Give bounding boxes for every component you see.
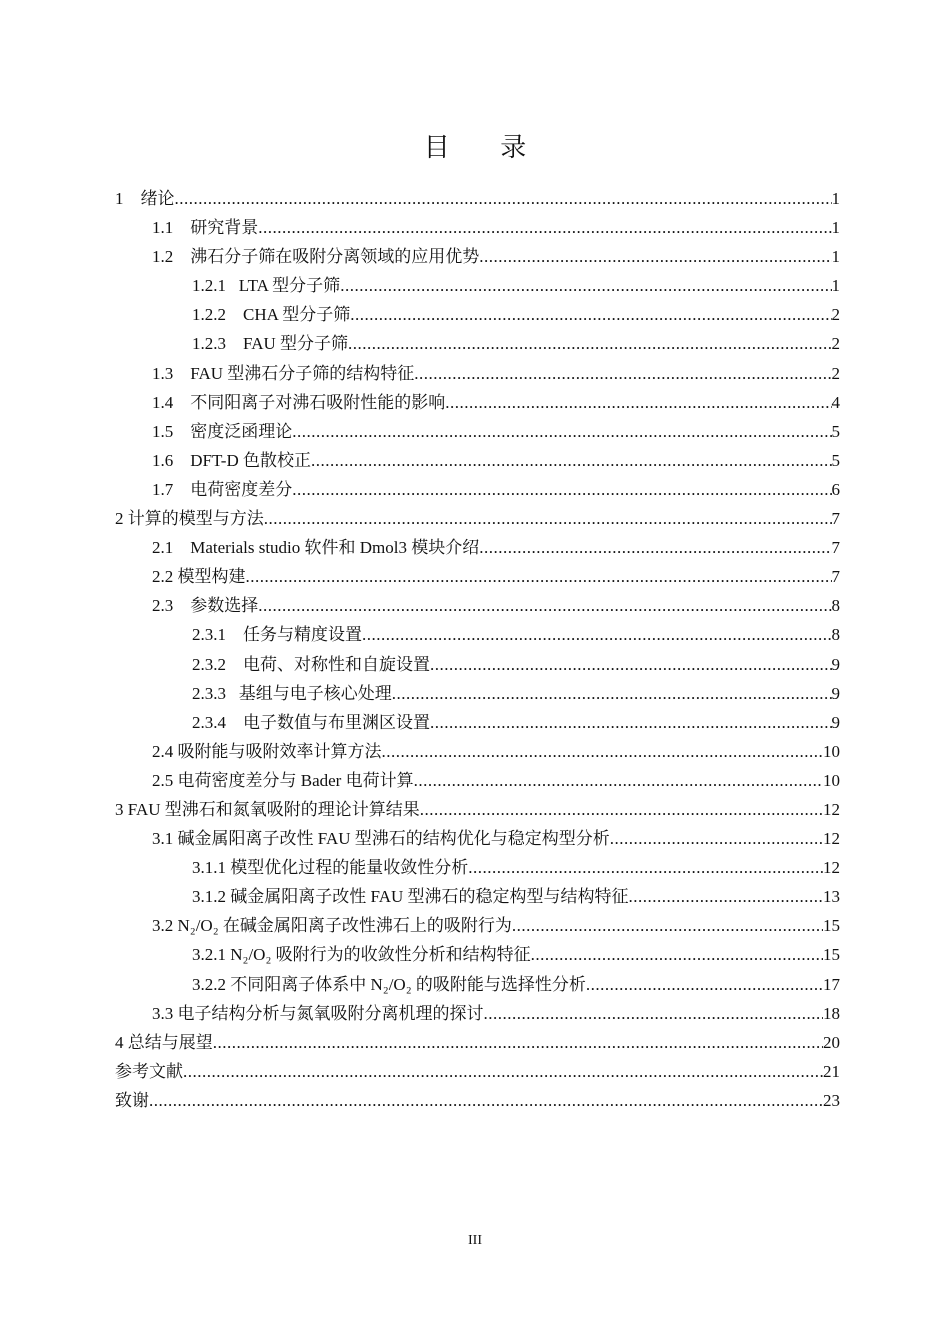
dot-leader	[586, 970, 823, 999]
toc-entry-title: 研究背景	[190, 218, 259, 238]
toc-entry[interactable]	[115, 329, 840, 358]
dot-leader	[531, 940, 823, 969]
toc-entry-page: 7	[831, 567, 840, 587]
toc-entry-page: 9	[831, 654, 840, 674]
toc-entry[interactable]	[115, 417, 840, 446]
toc-entry-page: 15	[823, 916, 840, 936]
dot-leader	[213, 1028, 823, 1057]
toc-entry-title: 密度泛函理论	[190, 421, 293, 441]
toc-entry-number: 3.2	[152, 916, 174, 936]
toc-entry-title: 参考文献	[115, 1061, 183, 1081]
dot-leader	[149, 1086, 823, 1115]
toc-entry-page: 6	[831, 479, 840, 499]
toc-entry[interactable]	[115, 1028, 840, 1057]
toc-entry-number: 2.4	[152, 741, 174, 761]
toc-entry-page: 1	[831, 247, 840, 267]
toc-entry[interactable]	[115, 1086, 840, 1115]
toc-entry-page: 10	[823, 741, 840, 761]
toc-entry[interactable]	[115, 882, 840, 911]
dot-leader	[392, 679, 832, 708]
dot-leader	[258, 591, 831, 620]
page-number: III	[468, 1233, 482, 1248]
toc-entry-title: 电荷、对称性和自旋设置	[243, 654, 430, 674]
toc-entry-number: 2.3.2	[192, 654, 226, 674]
toc-entry-number: 2.1	[152, 538, 174, 558]
toc-entry-separator	[226, 300, 243, 329]
toc-entry[interactable]	[115, 562, 840, 591]
toc-entry-title: Materials studio 软件和 Dmol3 模块介绍	[190, 538, 480, 558]
toc-entry-number: 3.1.2	[192, 887, 226, 907]
toc-entry-page: 2	[831, 305, 840, 325]
toc-entry-number: 2.3.3	[192, 683, 226, 703]
toc-entry-title: FAU 型分子筛	[243, 334, 348, 354]
toc-entry[interactable]	[115, 1057, 840, 1086]
toc-entry-page: 8	[831, 596, 840, 616]
toc-entry-page: 7	[831, 538, 840, 558]
toc-entry-number: 2.2	[152, 567, 174, 587]
toc-entry-number: 4	[115, 1032, 124, 1052]
toc-entry[interactable]	[115, 766, 840, 795]
toc-entry-number: 3.3	[152, 1003, 174, 1023]
page-title: 目 录	[423, 133, 549, 162]
toc-entry[interactable]	[115, 446, 840, 475]
toc-entry-number: 1.4	[152, 392, 174, 412]
toc-entry[interactable]	[115, 184, 840, 213]
dot-leader	[445, 388, 831, 417]
toc-entry-title: DFT-D 色散校正	[190, 450, 311, 470]
dot-leader	[468, 853, 823, 882]
dot-leader	[292, 475, 831, 504]
toc-entry[interactable]	[115, 533, 840, 562]
toc-entry-title: 基组与电子核心处理	[238, 683, 392, 703]
dot-leader	[246, 562, 832, 591]
toc-entry[interactable]	[115, 388, 840, 417]
toc-entry-number: 1	[115, 189, 124, 208]
toc-entry-separator	[173, 591, 190, 620]
toc-entry-title: LTA 型分子筛	[238, 276, 341, 296]
toc-entry-title: CHA 型分子筛	[243, 305, 351, 325]
dot-leader	[311, 446, 832, 475]
toc-entry[interactable]	[115, 300, 840, 329]
toc-entry-separator	[173, 388, 190, 417]
toc-entry-separator	[173, 242, 190, 271]
dot-leader	[292, 417, 831, 446]
toc-entry-page: 9	[831, 683, 840, 703]
toc-entry-number: 2.3.1	[192, 625, 226, 645]
toc-entry-separator	[173, 533, 190, 562]
toc-entry-number: 3.2.2	[192, 974, 226, 994]
toc-entry-number: 3.1	[152, 829, 174, 849]
dot-leader	[350, 300, 831, 329]
toc-entry-page: 12	[823, 799, 840, 819]
toc-entry-title: 参数选择	[190, 596, 259, 616]
toc-entry[interactable]	[115, 737, 840, 766]
dot-leader	[258, 213, 831, 242]
dot-leader	[183, 1057, 823, 1086]
toc-entry-separator	[173, 359, 190, 388]
toc-entry-title: 吸附能与吸附效率计算方法	[177, 741, 382, 761]
toc-entry[interactable]	[115, 911, 840, 940]
toc-entry[interactable]	[115, 650, 840, 679]
toc-entry-title: 沸石分子筛在吸附分离领域的应用优势	[190, 247, 480, 267]
toc-entry-number: 1.1	[152, 218, 174, 238]
dot-leader	[414, 359, 831, 388]
toc-entry-number: 3	[115, 799, 124, 819]
toc-entry[interactable]	[115, 795, 840, 824]
toc-entry-page: 20	[823, 1032, 840, 1052]
toc-entry-page: 1	[831, 189, 840, 208]
toc-entry-title: 不同阳离子对沸石吸附性能的影响	[190, 392, 446, 412]
toc-entry-separator	[226, 271, 239, 300]
toc-entry[interactable]	[115, 620, 840, 649]
toc-entry-page: 12	[823, 829, 840, 849]
toc-entry[interactable]	[115, 970, 840, 999]
toc-entry-title: 总结与展望	[127, 1032, 213, 1052]
toc-entry-page: 10	[823, 770, 840, 790]
dot-leader	[414, 766, 823, 795]
toc-entry-separator	[226, 329, 243, 358]
toc-entry-page: 2	[831, 334, 840, 354]
dot-leader	[348, 329, 832, 358]
toc-entry-page: 23	[823, 1090, 840, 1110]
toc-entry-title: FAU 型沸石和氮氧吸附的理论计算结果	[127, 799, 420, 819]
toc-entry-separator	[226, 708, 243, 737]
toc-entry[interactable]	[115, 999, 840, 1028]
toc-entry-separator	[173, 213, 190, 242]
toc-entry-title: 电荷密度差分	[190, 479, 293, 499]
dot-leader	[512, 911, 823, 940]
toc-entry-number: 2	[115, 509, 124, 529]
toc-entry-separator	[124, 184, 141, 213]
dot-leader	[430, 650, 832, 679]
dot-leader	[484, 999, 824, 1028]
toc-entry[interactable]	[115, 359, 840, 388]
toc-entry-title: N₂/O₂ 吸附行为的收敛性分析和结构特征	[230, 945, 531, 965]
dot-leader	[479, 533, 831, 562]
toc-entry-separator	[226, 620, 243, 649]
toc-entry[interactable]	[115, 271, 840, 300]
toc-entry[interactable]	[115, 708, 840, 737]
toc-entry[interactable]	[115, 475, 840, 504]
toc-entry-page: 7	[831, 509, 840, 529]
toc-entry-page: 1	[831, 276, 840, 296]
toc-entry-number: 1.2	[152, 247, 174, 267]
toc-entry-page: 18	[823, 1003, 840, 1023]
toc-entry-title: 致谢	[115, 1090, 149, 1110]
toc-entry-separator	[226, 650, 243, 679]
toc-entry-number: 3.1.1	[192, 858, 226, 878]
toc-entry-page: 15	[823, 945, 840, 965]
toc-entry-title: N₂/O₂ 在碱金属阳离子改性沸石上的吸附行为	[177, 916, 512, 936]
toc-entry-page: 1	[831, 218, 840, 238]
toc-entry-separator	[173, 475, 190, 504]
toc-entry-title: 模型构建	[177, 567, 246, 587]
toc-entry[interactable]	[115, 213, 840, 242]
toc-entry-page: 13	[823, 887, 840, 907]
table-of-contents	[115, 184, 840, 1115]
toc-entry-page: 8	[831, 625, 840, 645]
toc-entry-number: 1.2.1	[192, 276, 226, 296]
toc-entry[interactable]	[115, 242, 840, 271]
dot-leader	[362, 620, 832, 649]
toc-entry-title: 不同阳离子体系中 N₂/O₂ 的吸附能与选择性分析	[230, 974, 586, 994]
toc-entry-title: 碱金属阳离子改性 FAU 型沸石的结构优化与稳定构型分析	[177, 829, 610, 849]
toc-entry-number: 1.2.2	[192, 305, 226, 325]
toc-entry-number: 3.2.1	[192, 945, 226, 965]
toc-entry-title: 计算的模型与方法	[127, 509, 264, 529]
toc-entry-separator	[226, 679, 239, 708]
toc-entry-separator	[173, 417, 190, 446]
toc-entry-title: 电子结构分析与氮氧吸附分离机理的探讨	[177, 1003, 484, 1023]
toc-entry-page: 2	[831, 363, 840, 383]
dot-leader	[479, 242, 831, 271]
toc-entry-number: 2.5	[152, 770, 174, 790]
toc-entry-number: 2.3.4	[192, 712, 226, 732]
toc-entry-title: 电荷密度差分与 Bader 电荷计算	[177, 770, 414, 790]
toc-entry-number: 1.5	[152, 421, 174, 441]
toc-entry-number: 2.3	[152, 596, 174, 616]
dot-leader	[420, 795, 823, 824]
toc-entry[interactable]	[115, 940, 840, 969]
toc-entry-title: 任务与精度设置	[243, 625, 362, 645]
toc-entry-page: 21	[823, 1061, 840, 1081]
toc-entry-number: 1.3	[152, 363, 174, 383]
dot-leader	[610, 824, 823, 853]
dot-leader	[340, 271, 831, 300]
dot-leader	[430, 708, 832, 737]
toc-entry-title: 电子数值与布里渊区设置	[243, 712, 430, 732]
dot-leader	[382, 737, 824, 766]
toc-entry[interactable]	[115, 824, 840, 853]
toc-entry-title: FAU 型沸石分子筛的结构特征	[190, 363, 415, 383]
toc-entry-page: 12	[823, 858, 840, 878]
toc-entry-number: 1.6	[152, 450, 174, 470]
toc-entry[interactable]	[115, 504, 840, 533]
toc-entry-separator	[173, 446, 190, 475]
toc-entry-title: 模型优化过程的能量收敛性分析	[230, 858, 469, 878]
toc-entry-page: 17	[823, 974, 840, 994]
toc-entry[interactable]	[115, 853, 840, 882]
toc-entry-page: 5	[831, 421, 840, 441]
toc-entry-title: 碱金属阳离子改性 FAU 型沸石的稳定构型与结构特征	[230, 887, 629, 907]
toc-entry-number: 1.7	[152, 479, 174, 499]
toc-entry[interactable]	[115, 591, 840, 620]
dot-leader	[629, 882, 824, 911]
dot-leader	[264, 504, 832, 533]
toc-entry-number: 1.2.3	[192, 334, 226, 354]
toc-entry-page: 9	[831, 712, 840, 732]
toc-entry-title: 绪论	[140, 189, 175, 208]
dot-leader	[175, 184, 832, 213]
toc-entry-page: 5	[831, 450, 840, 470]
toc-entry[interactable]	[115, 679, 840, 708]
toc-entry-page: 4	[831, 392, 840, 412]
